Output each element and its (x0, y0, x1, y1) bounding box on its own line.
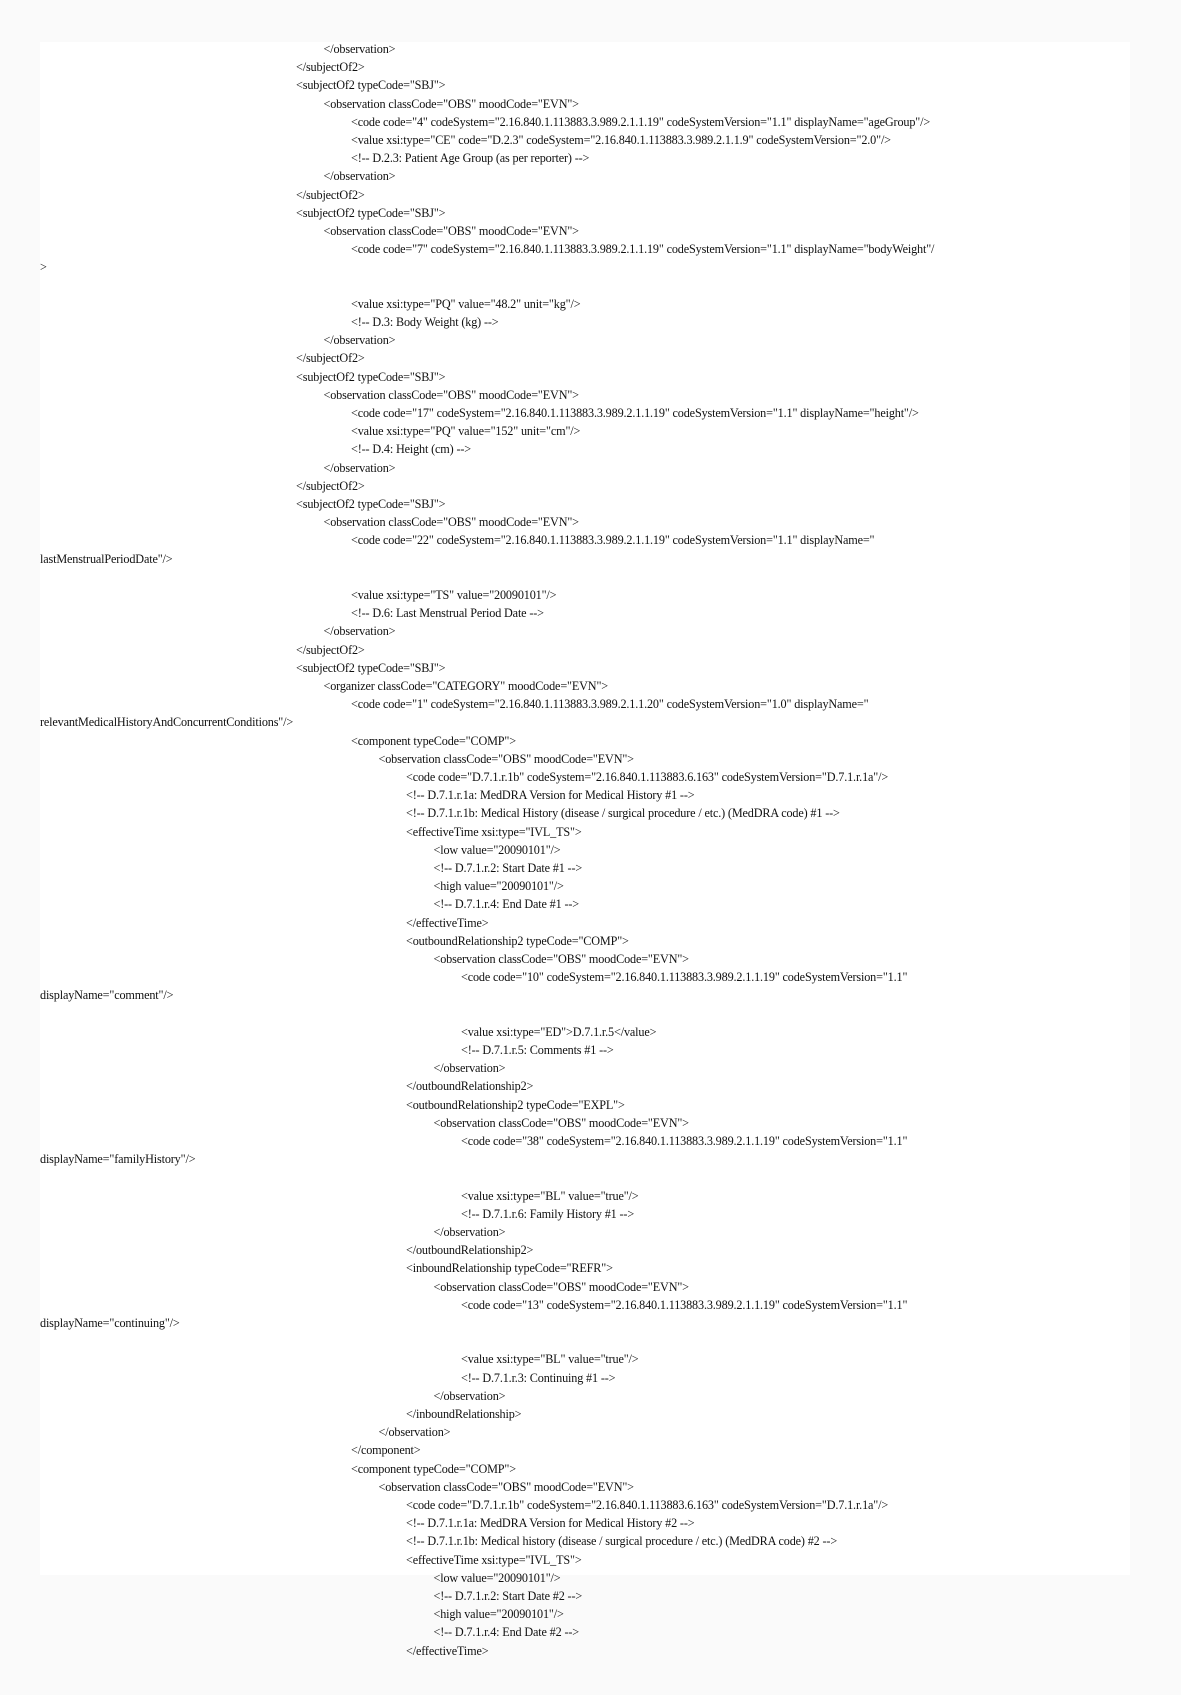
code-line: <value xsi:type="BL" value="true"/> (461, 1352, 639, 1367)
code-line: <subjectOf2 typeCode="SBJ"> (296, 497, 446, 511)
code-line: </observation> (323, 333, 396, 348)
code-line: <!-- D.3: Body Weight (kg) --> (351, 315, 499, 329)
code-line: <!-- D.7.1.r.2: Start Date #2 --> (433, 1589, 583, 1603)
code-line: <!-- D.7.1.r.3: Continuing #1 --> (461, 1370, 616, 1385)
code-line: <!-- D.7.1.r.1b: Medical history (disease / surgical procedure / etc.) (MedDRA code) #2 --> (406, 1534, 838, 1549)
code-line: </subjectOf2> (296, 478, 365, 493)
code-line: <component typeCode="COMP"> (351, 1461, 516, 1476)
code-line: <high value="20090101"/> (433, 1607, 564, 1622)
code-line: <!-- D.7.1.r.1b: Medical History (disease / surgical procedure / etc.) (MedDRA code) #1 --> (406, 806, 840, 821)
code-listing-panel (40, 42, 1130, 1658)
code-line: </outboundRelationship2> (406, 1243, 534, 1258)
code-line: <code code="7" codeSystem="2.16.840.1.113883.3.989.2.1.1.19" codeSystemVersion="1.1" displayName="bodyWeight"/ (351, 242, 935, 257)
code-line: <subjectOf2 typeCode="SBJ"> (296, 78, 446, 93)
code-line: </observation> (323, 42, 396, 56)
code-line: <inboundRelationship typeCode="REFR"> (406, 1261, 613, 1276)
code-line: </observation> (433, 1225, 506, 1239)
code-line: <value xsi:type="PQ" value="152" unit="cm"/> (351, 424, 581, 439)
code-line: </effectiveTime> (406, 1643, 489, 1658)
code-line: <organizer classCode="CATEGORY" moodCode="EVN"> (323, 679, 609, 693)
code-line: lastMenstrualPeriodDate"/> (40, 551, 173, 566)
code-line: </observation> (378, 1425, 451, 1440)
code-line: displayName="familyHistory"/> (40, 1152, 196, 1167)
code-line: </subjectOf2> (296, 187, 365, 202)
code-line: > (40, 260, 47, 275)
code-line: </subjectOf2> (296, 351, 365, 366)
code-line: <outboundRelationship2 typeCode="EXPL"> (406, 1097, 625, 1112)
code-line: <effectiveTime xsi:type="IVL_TS"> (406, 1552, 582, 1567)
code-line: <observation classCode="OBS" moodCode="EVN"> (378, 751, 634, 766)
code-line: <value xsi:type="BL" value="true"/> (461, 1188, 639, 1203)
code-line: <!-- D.4: Height (cm) --> (351, 442, 471, 457)
code-line: <!-- D.7.1.r.5: Comments #1 --> (461, 1043, 614, 1057)
code-line: </effectiveTime> (406, 915, 489, 930)
code-line: <subjectOf2 typeCode="SBJ"> (296, 660, 446, 675)
code-line: <low value="20090101"/> (433, 842, 561, 857)
code-line: <code code="10" codeSystem="2.16.840.1.113883.3.989.2.1.1.19" codeSystemVersion="1.1" (461, 970, 908, 985)
code-line: <!-- D.7.1.r.1a: MedDRA Version for Medical History #2 --> (406, 1516, 695, 1531)
code-line: <observation classCode="OBS" moodCode="EVN"> (433, 952, 689, 966)
code-line: displayName="continuing"/> (40, 1316, 180, 1330)
code-line: <value xsi:type="PQ" value="48.2" unit="kg"/> (351, 296, 581, 311)
code-line: <observation classCode="OBS" moodCode="EVN"> (378, 1479, 634, 1494)
code-line: <code code="1" codeSystem="2.16.840.1.113883.3.989.2.1.1.20" codeSystemVersion="1.0" displayName=" (351, 697, 869, 712)
code-line: <!-- D.7.1.r.4: End Date #1 --> (433, 897, 579, 912)
code-line: </outboundRelationship2> (406, 1079, 534, 1094)
code-line: </observation> (323, 460, 396, 475)
code-line: <value xsi:type="TS" value="20090101"/> (351, 588, 557, 602)
code-line: <!-- D.7.1.r.1a: MedDRA Version for Medical History #1 --> (406, 788, 695, 803)
code-line: </observation> (433, 1388, 506, 1403)
code-line: <value xsi:type="ED">D.7.1.r.5</value> (461, 1024, 657, 1039)
code-line: <observation classCode="OBS" moodCode="EVN"> (433, 1279, 689, 1294)
code-line: <observation classCode="OBS" moodCode="EVN"> (323, 515, 579, 530)
code-line: <code code="17" codeSystem="2.16.840.1.113883.3.989.2.1.1.19" codeSystemVersion="1.1" displayName="height"/> (351, 406, 919, 420)
code-line: <code code="D.7.1.r.1b" codeSystem="2.16.840.1.113883.6.163" codeSystemVersion="D.7.1.r.1a"/> (406, 770, 889, 784)
code-line: <code code="D.7.1.r.1b" codeSystem="2.16.840.1.113883.6.163" codeSystemVersion="D.7.1.r.1a"/> (406, 1498, 889, 1512)
code-line: <low value="20090101"/> (433, 1570, 561, 1585)
code-line: </component> (351, 1443, 421, 1458)
code-line: <code code="38" codeSystem="2.16.840.1.113883.3.989.2.1.1.19" codeSystemVersion="1.1" (461, 1134, 908, 1148)
code-line: </subjectOf2> (296, 60, 365, 75)
code-line: <!-- D.7.1.r.2: Start Date #1 --> (433, 861, 583, 875)
code-line: <!-- D.7.1.r.6: Family History #1 --> (461, 1206, 635, 1221)
code-line: relevantMedicalHistoryAndConcurrentConditions"/> (40, 715, 294, 730)
code-line: <!-- D.7.1.r.4: End Date #2 --> (433, 1625, 579, 1640)
code-line: <subjectOf2 typeCode="SBJ"> (296, 205, 446, 220)
code-line: <value xsi:type="CE" code="D.2.3" codeSystem="2.16.840.1.113883.3.989.2.1.1.9" codeSystemVersion="2.0"/> (351, 133, 891, 147)
code-line: <observation classCode="OBS" moodCode="EVN"> (323, 96, 579, 111)
code-line: </observation> (323, 169, 396, 184)
code-line: <code code="13" codeSystem="2.16.840.1.113883.3.989.2.1.1.19" codeSystemVersion="1.1" (461, 1297, 908, 1312)
code-line: </observation> (323, 624, 396, 639)
code-line: </subjectOf2> (296, 642, 365, 657)
code-line: <!-- D.6: Last Menstrual Period Date --> (351, 606, 544, 621)
code-line: <code code="4" codeSystem="2.16.840.1.113883.3.989.2.1.1.19" codeSystemVersion="1.1" displayName="ageGroup"/> (351, 114, 931, 129)
code-line: <!-- D.2.3: Patient Age Group (as per reporter) --> (351, 151, 590, 166)
code-line: </inboundRelationship> (406, 1407, 522, 1421)
code-line: <observation classCode="OBS" moodCode="EVN"> (323, 224, 579, 238)
code-line: <code code="22" codeSystem="2.16.840.1.113883.3.989.2.1.1.19" codeSystemVersion="1.1" displayName=" (351, 533, 875, 548)
code-line: </observation> (433, 1061, 506, 1076)
code-line: <high value="20090101"/> (433, 879, 564, 894)
code-line: <subjectOf2 typeCode="SBJ"> (296, 369, 446, 384)
code-line: <outboundRelationship2 typeCode="COMP"> (406, 933, 629, 948)
code-line: <observation classCode="OBS" moodCode="EVN"> (323, 387, 579, 402)
code-line: <observation classCode="OBS" moodCode="EVN"> (433, 1115, 689, 1130)
code-line: <component typeCode="COMP"> (351, 733, 516, 748)
code-line: <effectiveTime xsi:type="IVL_TS"> (406, 824, 582, 839)
code-line: displayName="comment"/> (40, 988, 174, 1003)
